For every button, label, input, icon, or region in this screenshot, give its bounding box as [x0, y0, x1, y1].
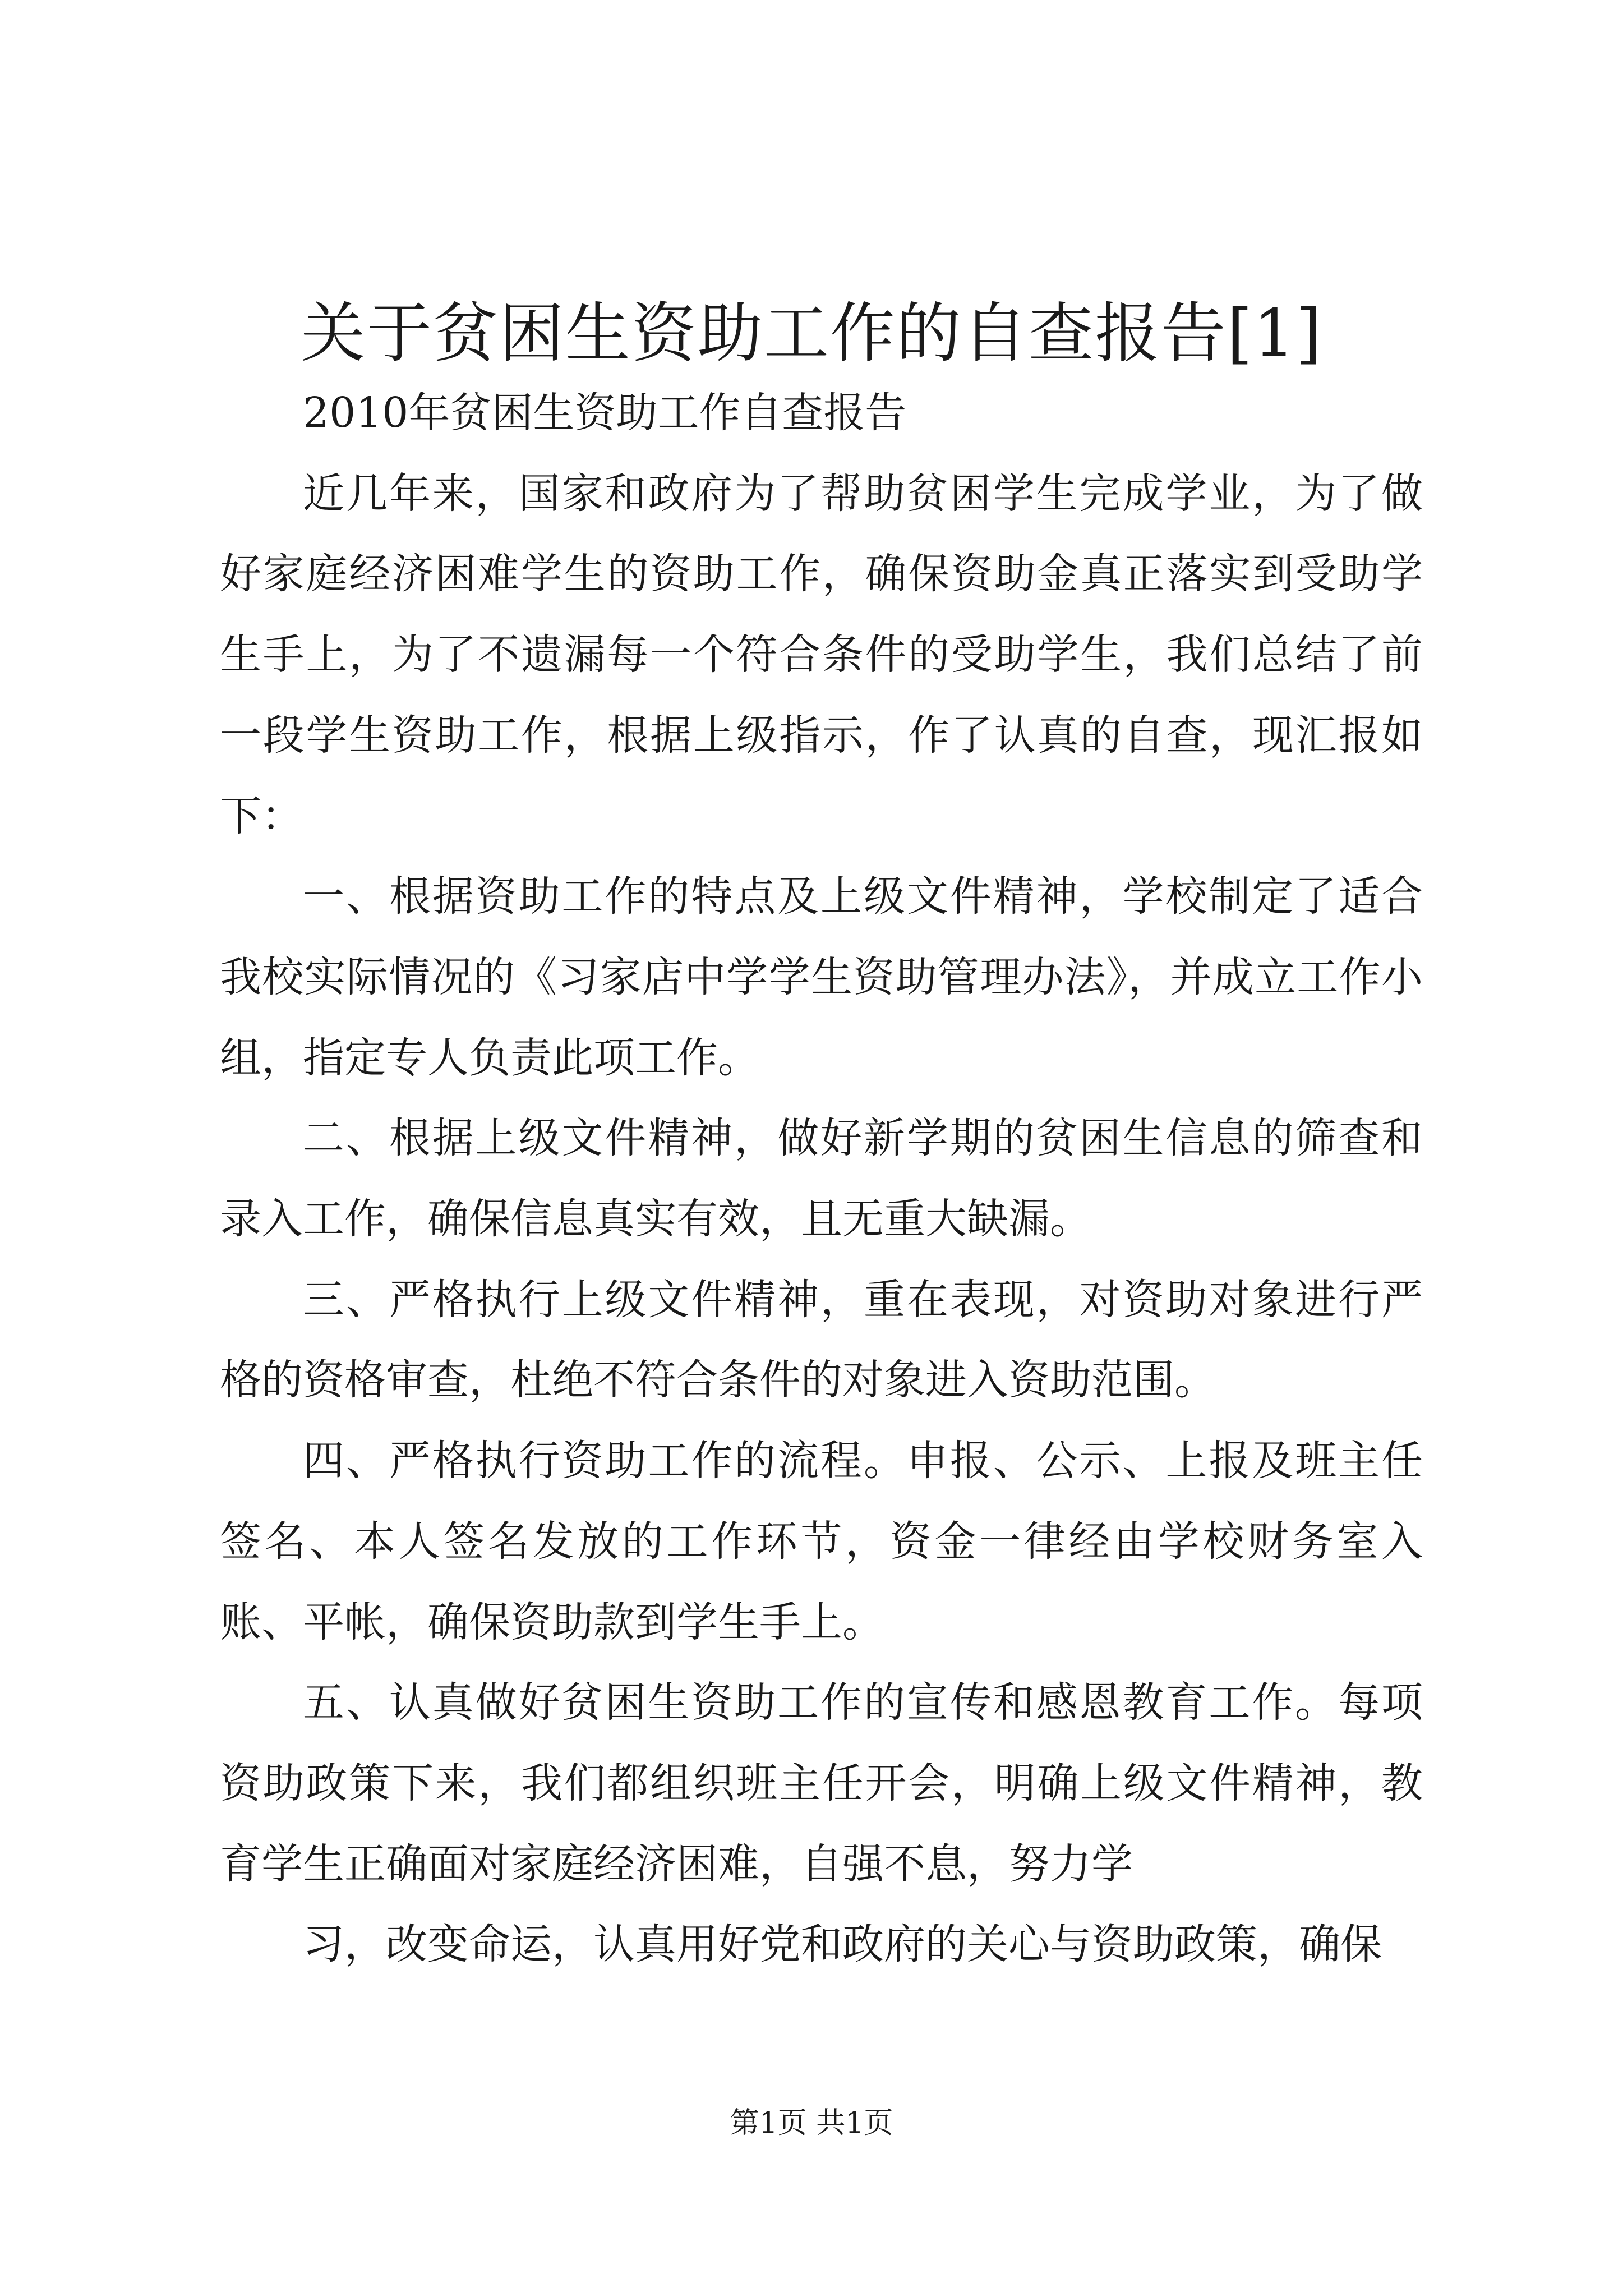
page-footer: 第1页 共1页: [730, 2106, 893, 2140]
paragraph-item-3: 三、严格执行上级文件精神，重在表现，对资助对象进行严格的资格审查，杜绝不符合条件的对象进入资助范围。: [220, 1275, 1423, 1405]
paragraph-intro: 近几年来，国家和政府为了帮助贫困学生完成学业，为了做好家庭经济困难学生的资助工作，确保资助金真正落实到受助学生手上，为了不遗漏每一个符合条件的受助学生，我们总结了前一段学生资助工作，根据上级指示，作了认真的自查，现汇报如下：: [220, 469, 1423, 840]
paragraph-item-5: 五、认真做好贫困生资助工作的宣传和感恩教育工作。每项资助政策下来，我们都组织班主任开会，明确上级文件精神，教育学生正确面对家庭经济困难，自强不息，努力学: [220, 1678, 1423, 1888]
document-body: [220, 373, 1423, 1985]
document-subtitle: 2010年贫困生资助工作自查报告: [303, 389, 907, 437]
document-title: 关于贫困生资助工作的自查报告[1]: [300, 296, 1323, 371]
paragraph-item-4: 四、严格执行资助工作的流程。申报、公示、上报及班主任签名、本人签名发放的工作环节，资金一律经由学校财务室入账、平帐，确保资助款到学生手上。: [220, 1437, 1423, 1646]
paragraph-item-1: 一、根据资助工作的特点及上级文件精神，学校制定了适合我校实际情况的《习家店中学学生资助管理办法》，并成立工作小组，指定专人负责此项工作。: [220, 872, 1423, 1082]
paragraph-continued: 习，改变命运，认真用好党和政府的关心与资助政策，确保: [303, 1920, 1382, 1969]
paragraph-item-2: 二、根据上级文件精神，做好新学期的贫困生信息的筛查和录入工作，确保信息真实有效，且无重大缺漏。: [220, 1114, 1423, 1244]
